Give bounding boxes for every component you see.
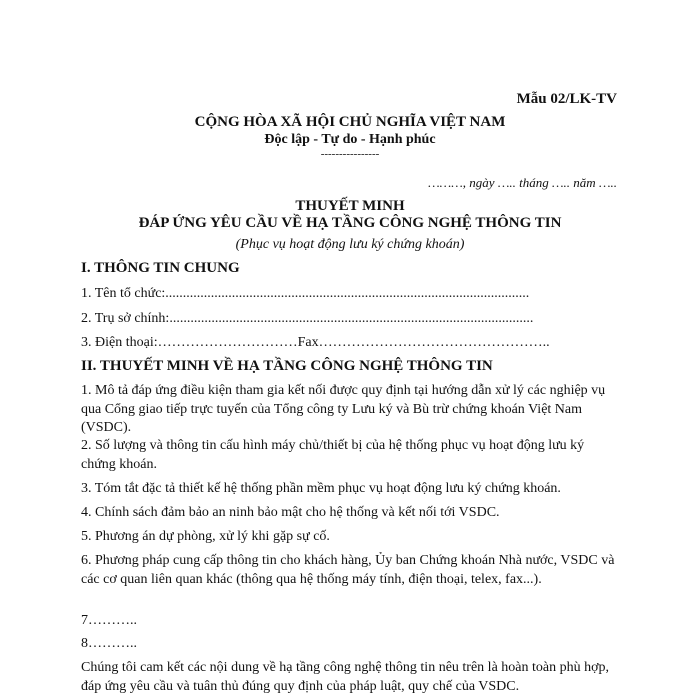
section-heading-it-infrastructure: II. THUYẾT MINH VỀ HẠ TẦNG CÔNG NGHỆ THÔNG TIN [81, 358, 493, 374]
field-phone-fax: 3. Điện thoại:…………………………Fax………………………………………….. [81, 335, 550, 350]
commitment-statement: Chúng tôi cam kết các nội dung về hạ tầng công nghệ thông tin nêu trên là hoàn toàn phù hợp, đáp ứng yêu cầu và tuân thủ đúng quy định của pháp luật, quy chế của VSDC. [81, 660, 610, 694]
item-7: 7……….. [81, 613, 137, 628]
document-title-line2: ĐÁP ỨNG YÊU CẦU VỀ HẠ TẦNG CÔNG NGHỆ THÔNG TIN [138, 215, 562, 231]
section-heading-general-info: I. THÔNG TIN CHUNG [81, 260, 240, 276]
item-backup-plan: 5. Phương án dự phòng, xử lý khi gặp sự cố. [81, 529, 330, 544]
item-security-policy: 4. Chính sách đảm bảo an ninh bảo mật cho hệ thống và kết nối tới VSDC. [81, 505, 500, 520]
national-title: CỘNG HÒA XÃ HỘI CHỦ NGHĨA VIỆT NAM [194, 114, 506, 130]
document-subtitle: (Phục vụ hoạt động lưu ký chứng khoán) [235, 237, 465, 252]
field-organization-name: 1. Tên tổ chức:........................................................................................................ [81, 286, 530, 301]
item-connection-conditions: 1. Mô tả đáp ứng điều kiện tham gia kết nối được quy định tại hướng dẫn xử lý các nghiệp vụ qua Cổng giao tiếp trực tuyến của Tổng công ty Lưu ký và Bù trừ chứng khoán Việt Nam (VSDC). [81, 383, 606, 435]
date-line: ………, ngày ….. tháng ….. năm ….. [428, 175, 617, 190]
form-code: Mẫu 02/LK-TV [516, 91, 617, 107]
national-motto: Độc lập - Tự do - Hạnh phúc [264, 132, 436, 147]
motto-underline: ---------------- [320, 148, 380, 160]
field-head-office: 2. Trụ sở chính:........................................................................................................ [81, 311, 534, 326]
document-title: THUYẾT MINH [295, 198, 405, 214]
item-server-configuration: 2. Số lượng và thông tin cấu hình máy chủ/thiết bị của hệ thống phục vụ hoạt động lưu ký chứng khoán. [81, 438, 585, 472]
item-information-provision: 6. Phương pháp cung cấp thông tin cho khách hàng, Ủy ban Chứng khoán Nhà nước, VSDC và các cơ quan liên quan khác (thông qua hệ thống máy tính, điện thoại, telex, fax...). [81, 553, 615, 587]
item-software-design: 3. Tóm tắt đặc tả thiết kế hệ thống phần mềm phục vụ hoạt động lưu ký chứng khoán. [81, 481, 561, 496]
item-8: 8……….. [81, 636, 137, 651]
